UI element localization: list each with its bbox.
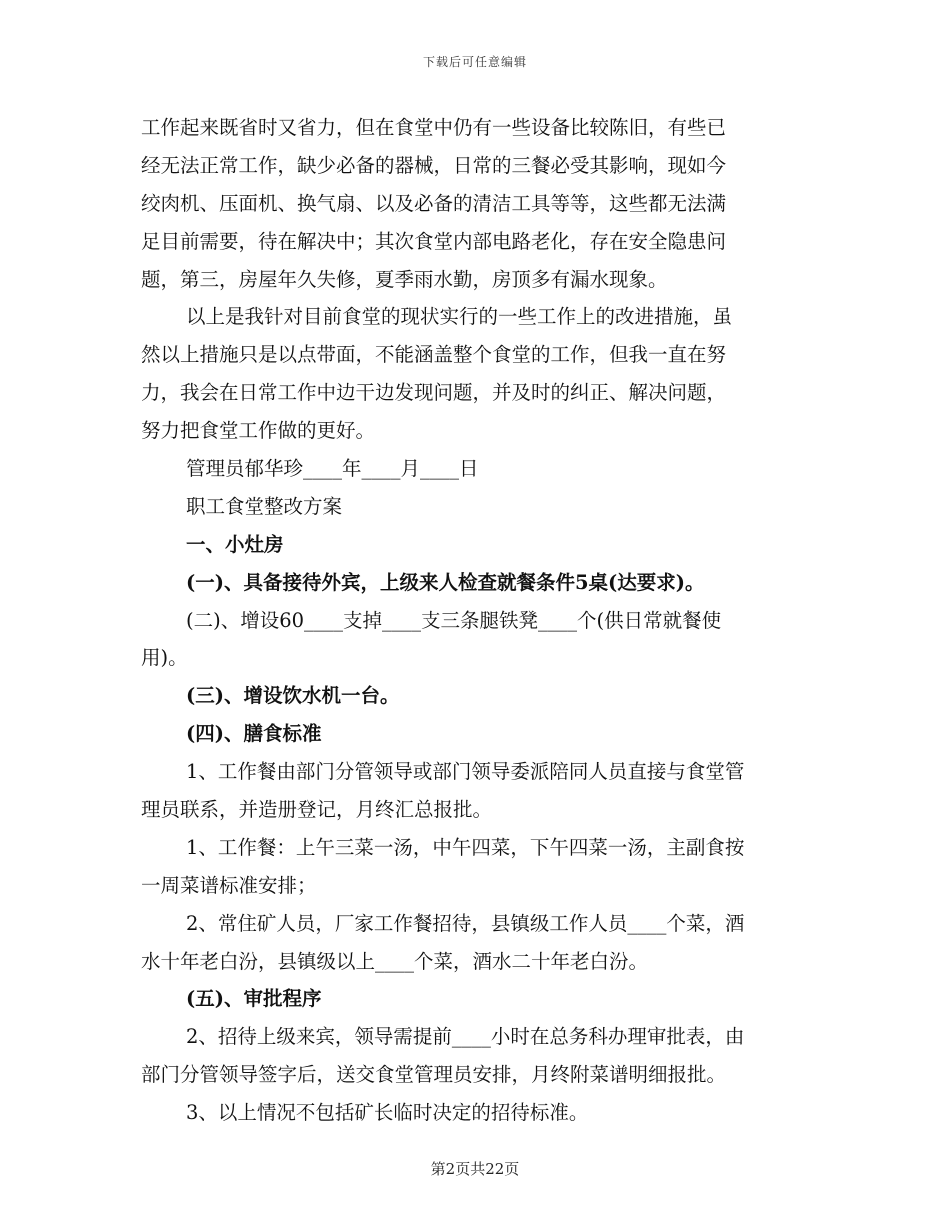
text-line: 用)。 xyxy=(141,646,188,670)
text-line: 工作起来既省时又省力，但在食堂中仍有一些设备比较陈旧，有些已 xyxy=(141,116,727,139)
document-body xyxy=(141,109,809,1132)
text-line: 题，第三，房屋年久失修，夏季雨水勤，房顶多有漏水现象。 xyxy=(141,267,668,291)
text-line: (五)、审批程序 xyxy=(186,987,322,1011)
text-line: 职工食堂整改方案 xyxy=(186,494,343,518)
text-line: 然以上措施只是以点带面，不能涵盖整个食堂的工作，但我一直在努 xyxy=(141,343,727,367)
text-line: (一)、具备接待外宾，上级来人检查就餐条件5桌(达要求)。 xyxy=(186,570,705,594)
text-line: (三)、增设饮水机一台。 xyxy=(186,684,400,708)
text-line: 绞肉机、压面机、换气扇、以及必备的清洁工具等等，这些都无法满 xyxy=(141,191,727,215)
text-line: 水十年老白汾，县镇级以上____个菜，酒水二十年老白汾。 xyxy=(141,949,649,973)
text-line: 力，我会在日常工作中边干边发现问题，并及时的纠正、解决问题， xyxy=(141,381,727,405)
text-line: 1、工作餐：上午三菜一汤，中午四菜，下午四菜一汤，主副食按 xyxy=(186,835,745,859)
text-line: 努力把食堂工作做的更好。 xyxy=(141,419,376,443)
page-footer: 第2页共22页 xyxy=(430,1160,520,1178)
text-line: 2、招待上级来宾，领导需提前____小时在总务科办理审批表，由 xyxy=(186,1025,745,1049)
text-line: 一、小灶房 xyxy=(186,532,284,556)
text-line: 一周菜谱标准安排； xyxy=(141,873,317,897)
text-line: 以上是我针对目前食堂的现状实行的一些工作上的改进措施，虽 xyxy=(186,305,733,329)
page-header: 下载后可任意编辑 xyxy=(422,55,527,69)
text-line: (二)、增设60____支掉____支三条腿铁凳____个(供日常就餐使 xyxy=(186,608,722,632)
text-line: 经无法正常工作，缺少必备的器械，日常的三餐必受其影响，现如今 xyxy=(141,153,727,177)
text-line: 理员联系，并造册登记，月终汇总报批。 xyxy=(141,798,493,822)
text-line: (四)、膳食标准 xyxy=(186,722,322,746)
text-line: 3、以上情况不包括矿长临时决定的招待标准。 xyxy=(186,1101,589,1125)
text-line: 1、工作餐由部门分管领导或部门领导委派陪同人员直接与食堂管 xyxy=(186,760,745,784)
text-line: 部门分管领导签字后，送交食堂管理员安排，月终附菜谱明细报批。 xyxy=(141,1063,727,1087)
text-line: 2、常住矿人员，厂家工作餐招待，县镇级工作人员____个菜，酒 xyxy=(186,911,745,935)
text-line: 足目前需要，待在解决中；其次食堂内部电路老化，存在安全隐患问 xyxy=(141,229,727,253)
text-line: 管理员郁华珍____年____月____日 xyxy=(186,457,479,481)
